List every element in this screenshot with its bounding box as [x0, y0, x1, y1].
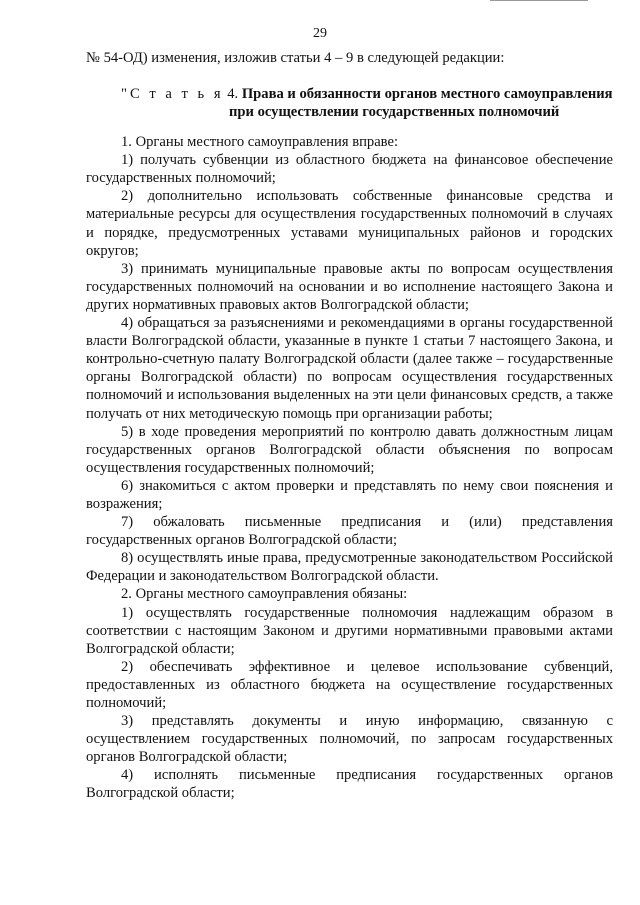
article-number: 4. [227, 86, 239, 103]
article-heading [86, 85, 613, 121]
paragraph-12: 2) обеспечивать эффективное и целевое использование субвенций, предоставленных из областного бюджета на осуществление государственных полномочий; [86, 658, 613, 711]
intro-line: № 54-ОД) изменения, изложив статьи 4 – 9 в следующей редакции: [86, 50, 505, 66]
paragraph-4: 3) принимать муниципальные правовые акты по вопросам осуществления государственных полномочий на основании и во исполнение настоящего Закона и других нормативных правовых актов Волгоградской области; [86, 260, 613, 313]
paragraph-2: 1) получать субвенции из областного бюджета на финансовое обеспечение государственных полномочий; [86, 152, 613, 187]
paragraph-11: 1) осуществлять государственные полномочия надлежащим образом в соответствии с настоящим Законом и другими нормативными правовыми актами Волгоградской области; [86, 604, 613, 657]
paragraph-1: 1. Органы местного самоуправления вправе: [121, 134, 399, 151]
document-body [86, 49, 613, 803]
article-title-line1: Права и обязанности органов местного самоуправления [241, 86, 613, 103]
paragraph-10: 2. Органы местного самоуправления обязаны: [121, 586, 408, 603]
paragraph-6: 5) в ходе проведения мероприятий по контролю давать должностным лицам государственных органов Волгоградской области объяснения по вопросам осуществления государственных полномочий; [86, 423, 613, 476]
paragraph-5: 4) обращаться за разъяснениями и рекомендациями в органы государственной власти Волгоградской области, указанные в пункте 1 статьи 7 настоящего Закона, и контрольно-счетную палату Волгоградской области (далее также – государственные органы Волгоградской области) по вопросам осуществления государственных полномочий и использования выделенных на эти цели финансовых средств, а также получать от них методическую помощь при организации работы; [86, 315, 613, 422]
top-edge-mark [490, 0, 588, 1]
paragraph-14: 4) исполнять письменные предписания государственных органов Волгоградской области; [86, 767, 613, 802]
paragraph-8: 7) обжаловать письменные предписания и (или) представления государственных органов Волгоградской области; [86, 514, 613, 549]
paragraph-9: 8) осуществлять иные права, предусмотренные законодательством Российской Федерации и законодательством Волгоградской области. [86, 550, 613, 585]
paragraph-7: 6) знакомиться с актом проверки и представлять по нему свои пояснения и возражения; [86, 477, 613, 512]
page-number: 29 [313, 26, 327, 41]
paragraph-3: 2) дополнительно использовать собственные финансовые средства и материальные ресурсы для осуществления государственных полномочий в случаях и порядке, предусмотренных уставами муниципальных районов и городских округов; [86, 188, 613, 259]
article-title-line2: при осуществлении государственных полномочий [229, 104, 560, 121]
article-prefix: "С т а т ь я [121, 86, 224, 103]
paragraph-13: 3) представлять документы и иную информацию, связанную с осуществлением государственных полномочий, по запросам государственных органов Волгоградской области; [86, 713, 613, 766]
